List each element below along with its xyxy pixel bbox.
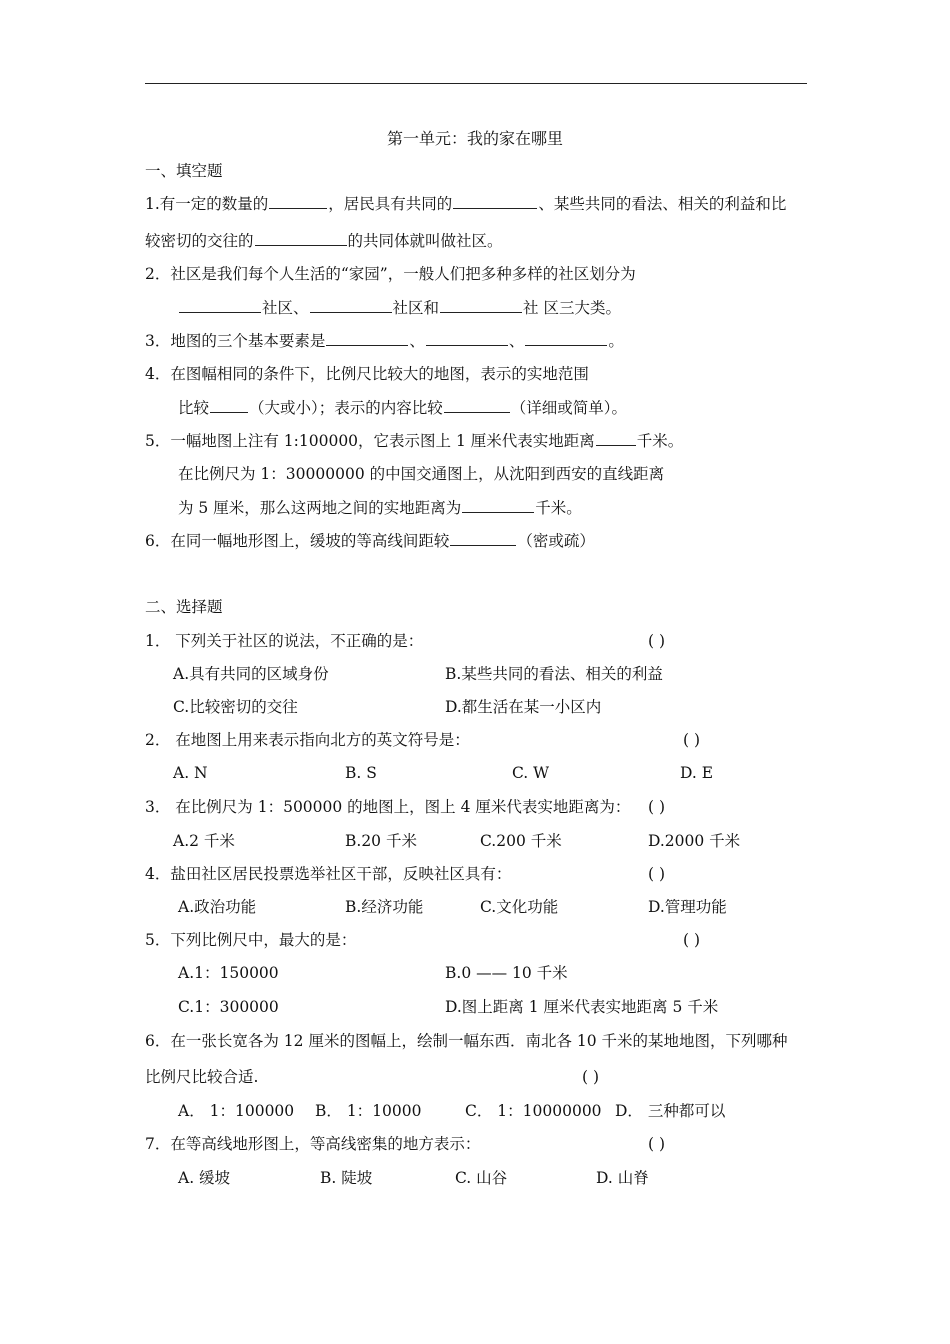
answer-paren[interactable]: ( ) [582, 1068, 600, 1086]
blank[interactable] [596, 431, 636, 446]
option-a[interactable]: A.2 千米 [173, 832, 235, 850]
q4-text-d: （详细或简单）。 [510, 399, 628, 417]
answer-paren[interactable]: ( ) [648, 798, 666, 816]
answer-paren[interactable]: ( ) [683, 931, 701, 949]
q6-text-a: 6．在同一幅地形图上，缓坡的等高线间距较 [145, 532, 450, 550]
choice-q6-line2: 比例尺比较合适. [145, 1068, 259, 1086]
option-d[interactable]: D.2000 千米 [648, 832, 741, 850]
choice-q3: 3． 在比例尺为 1：500000 的地图上，图上 4 厘米代表实地距离为： [145, 798, 631, 816]
blank[interactable] [440, 298, 522, 313]
fill-q6 [145, 530, 595, 552]
q5-text-b: 千米。 [636, 432, 684, 450]
option-d[interactable]: D. 山脊 [596, 1169, 649, 1187]
option-c[interactable]: C.200 千米 [480, 832, 562, 850]
q5-text-e: 千米。 [535, 499, 582, 517]
option-c[interactable]: C. 山谷 [455, 1169, 508, 1187]
fill-q4-line2 [178, 397, 627, 419]
option-b[interactable]: B.0 —— 10 千米 [445, 964, 568, 982]
option-b[interactable]: B.经济功能 [345, 898, 424, 916]
fill-q5-line2: 在比例尺为 1：30000000 的中国交通图上，从沈阳到西安的直线距离 [178, 465, 665, 483]
fill-q4-line1: 4．在图幅相同的条件下，比例尺比较大的地图，表示的实地范围 [145, 365, 589, 383]
q5-text-d: 为 5 厘米，那么这两地之间的实地距离为 [178, 499, 462, 517]
choice-q4: 4．盐田社区居民投票选举社区干部，反映社区具有： [145, 865, 512, 883]
blank[interactable] [450, 531, 516, 546]
q4-text-c: （大或小）；表示的内容比较 [249, 399, 443, 417]
fill-q3 [145, 330, 624, 352]
q3-end: 。 [608, 332, 624, 350]
blank[interactable] [525, 331, 607, 346]
q2-text-2: 社区和 [392, 299, 440, 317]
answer-paren[interactable]: ( ) [648, 1135, 666, 1153]
q4-text-b: 比较 [178, 399, 210, 417]
option-a[interactable]: A. N [173, 764, 208, 782]
q2-text-1: 社区、 [262, 299, 309, 317]
blank[interactable] [255, 231, 347, 246]
option-b[interactable]: B. 陡坡 [320, 1169, 373, 1187]
q1-text-d: 较密切的交往的 [145, 232, 254, 250]
choice-q1: 1． 下列关于社区的说法，不正确的是： [145, 632, 424, 650]
q3-text: 3．地图的三个基本要素是 [145, 332, 326, 350]
fill-q2-line2 [178, 297, 621, 319]
blank[interactable] [462, 498, 534, 513]
option-d[interactable]: D.图上距离 1 厘米代表实地距离 5 千米 [445, 998, 719, 1016]
blank[interactable] [179, 298, 261, 313]
blank[interactable] [444, 398, 510, 413]
q3-sep: 、 [409, 332, 425, 350]
option-c[interactable]: C. W [512, 764, 550, 782]
fill-q5-line3 [178, 497, 582, 519]
answer-paren[interactable]: ( ) [683, 731, 701, 749]
blank[interactable] [453, 194, 537, 209]
answer-paren[interactable]: ( ) [648, 632, 666, 650]
option-a[interactable]: A． 1：100000 [178, 1102, 295, 1120]
q1-text-a: 1.有一定的数量的 [145, 195, 269, 213]
option-c[interactable]: C． 1：10000000 [465, 1102, 602, 1120]
blank[interactable] [326, 331, 408, 346]
option-a[interactable]: A.政治功能 [178, 898, 257, 916]
blank[interactable] [210, 398, 248, 413]
blank[interactable] [310, 298, 392, 313]
option-b[interactable]: B.20 千米 [345, 832, 417, 850]
option-c[interactable]: C.文化功能 [480, 898, 559, 916]
choice-q6-line1: 6．在一张长宽各为 12 厘米的图幅上，绘制一幅东西．南北各 10 千米的某地地图，下列哪种 [145, 1032, 788, 1050]
option-b[interactable]: B. S [345, 764, 377, 782]
q2-text-3: 社 区三大类。 [523, 299, 621, 317]
option-a[interactable]: A.1：150000 [178, 964, 279, 982]
fill-q1-line1 [145, 193, 786, 215]
page-title: 第一单元：我的家在哪里 [386, 129, 563, 148]
section-heading-choice: 二、选择题 [145, 598, 223, 616]
fill-q1-line2 [145, 230, 503, 252]
option-d[interactable]: D.管理功能 [648, 898, 727, 916]
header-rule [145, 83, 807, 84]
option-b[interactable]: B.某些共同的看法、相关的利益 [445, 665, 663, 683]
choice-q5: 5．下列比例尺中，最大的是： [145, 931, 357, 949]
option-a[interactable]: A.具有共同的区域身份 [173, 665, 329, 683]
choice-q7: 7．在等高线地形图上，等高线密集的地方表示： [145, 1135, 481, 1153]
option-b[interactable]: B． 1：10000 [315, 1102, 422, 1120]
option-c[interactable]: C.1：300000 [178, 998, 279, 1016]
q1-text-e: 的共同体就叫做社区。 [347, 232, 503, 250]
option-d[interactable]: D． 三种都可以 [615, 1102, 726, 1120]
choice-q2: 2． 在地图上用来表示指向北方的英文符号是： [145, 731, 470, 749]
answer-paren[interactable]: ( ) [648, 865, 666, 883]
option-a[interactable]: A. 缓坡 [178, 1169, 231, 1187]
option-d[interactable]: D.都生活在某一小区内 [445, 698, 602, 716]
q6-text-b: （密或疏） [517, 532, 595, 550]
option-c[interactable]: C.比较密切的交往 [173, 698, 298, 716]
blank[interactable] [426, 331, 508, 346]
option-d[interactable]: D. E [680, 764, 714, 782]
fill-q5-line1 [145, 430, 683, 452]
q1-text-b: ，居民具有共同的 [328, 195, 453, 213]
q1-text-c: 、某些共同的看法、相关的利益和比 [538, 195, 787, 213]
fill-q2-line1: 2．社区是我们每个人生活的“家园”，一般人们把多种多样的社区划分为 [145, 265, 636, 283]
blank[interactable] [269, 194, 327, 209]
section-heading-fill: 一、填空题 [145, 162, 223, 180]
q3-sep: 、 [508, 332, 525, 350]
q5-text-a: 5．一幅地图上注有 1:100000，它表示图上 1 厘米代表实地距离 [145, 432, 595, 450]
